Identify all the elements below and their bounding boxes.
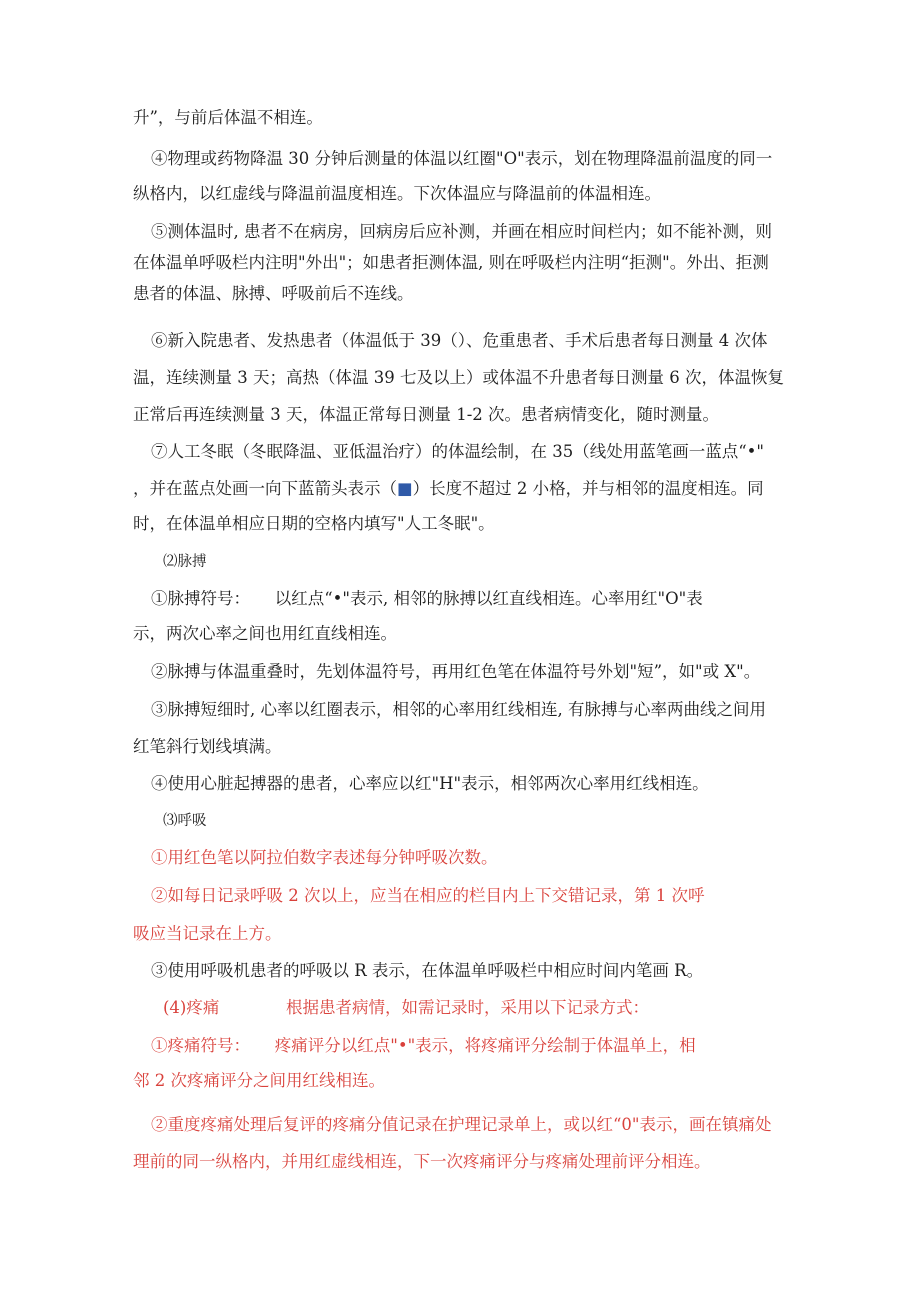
- text-line: ②脉搏与体温重叠时，先划体温符号，再用红色笔在体温符号外划"短”，如"或 X"。: [151, 662, 761, 681]
- text-line: 纵格内，以红虚线与降温前温度相连。下次体温应与降温前的体温相连。: [133, 184, 661, 203]
- text-line: ⑦人工冬眠（冬眠降温、亚低温治疗）的体温绘制，在 35（线处用蓝笔画一蓝点“•": [151, 442, 764, 461]
- section-heading-pain: (4)疼痛: [163, 998, 220, 1017]
- text-line: ②重度疼痛处理后复评的疼痛分值记录在护理记录单上，或以红“0"表示，画在镇痛处: [151, 1115, 772, 1134]
- text-line: 根据患者病情，如需记录时，采用以下记录方式：: [286, 998, 649, 1017]
- blue-square-icon: ■: [397, 479, 413, 498]
- text-line: 在体温单呼吸栏内注明"外出"；如患者拒测体温, 则在呼吸栏内注明“拒测"。外出、拒测: [133, 253, 769, 272]
- text-line: ①疼痛符号： 疼痛评分以红点"•"表示，将疼痛评分绘制于体温单上，相: [151, 1036, 696, 1055]
- text-line: 吸应当记录在上方。: [133, 924, 282, 943]
- text-line: ⑤测体温时, 患者不在病房，回病房后应补测，并画在相应时间栏内；如不能补测，则: [151, 222, 772, 241]
- text-segment: ，并在蓝点处画一向下蓝箭头表示（: [133, 479, 397, 498]
- text-line: 时，在体温单相应日期的空格内填写"人工冬眠"。: [133, 514, 495, 533]
- text-line: ③使用呼吸机患者的呼吸以 R 表示，在体温单呼吸栏中相应时间内笔画 R。: [151, 961, 704, 980]
- text-line: ②如每日记录呼吸 2 次以上，应当在相应的栏目内上下交错记录，第 1 次呼: [151, 886, 705, 905]
- text-line: 温，连续测量 3 天；高热（体温 39 七及以上）或体温不升患者每日测量 6 次，体温恢复: [133, 368, 784, 387]
- text-line: ①用红色笔以阿拉伯数字表述每分钟呼吸次数。: [151, 848, 498, 867]
- text-line: 正常后再连续测量 3 天，体温正常每日测量 1-2 次。患者病情变化，随时测量。: [133, 405, 720, 424]
- text-line: 示，两次心率之间也用红直线相连。: [133, 624, 397, 643]
- text-line: 红笔斜行划线填满。: [133, 737, 282, 756]
- text-line: 理前的同一纵格内，并用红虚线相连，下一次疼痛评分与疼痛处理前评分相连。: [133, 1152, 711, 1171]
- text-line: ⑥新入院患者、发热患者（体温低于 39（）、危重患者、手术后患者每日测量 4 次体: [151, 331, 768, 350]
- text-line: 邻 2 次疼痛评分之间用红线相连。: [133, 1071, 385, 1090]
- text-line: ③脉搏短细时, 心率以红圈表示，相邻的心率用红线相连, 有脉搏与心率两曲线之间用: [151, 700, 766, 719]
- text-line: 患者的体温、脉搏、呼吸前后不连线。: [133, 284, 414, 303]
- text-line: [133, 479, 764, 499]
- section-heading-respiration: ⑶呼吸: [163, 813, 207, 829]
- text-line: 升”，与前后体温不相连。: [133, 108, 323, 127]
- text-line: ①脉搏符号： 以红点“•"表示, 相邻的脉搏以红直线相连。心率用红"O"表: [151, 589, 703, 608]
- text-segment: ）长度不超过 2 小格，并与相邻的温度相连。同: [412, 479, 764, 498]
- section-heading-pulse: ⑵脉搏: [163, 554, 207, 570]
- text-line: ④物理或药物降温 30 分钟后测量的体温以红圈"O"表示，划在物理降温前温度的同一: [151, 149, 773, 168]
- text-line: ④使用心脏起搏器的患者，心率应以红"H"表示，相邻两次心率用红线相连。: [151, 774, 709, 793]
